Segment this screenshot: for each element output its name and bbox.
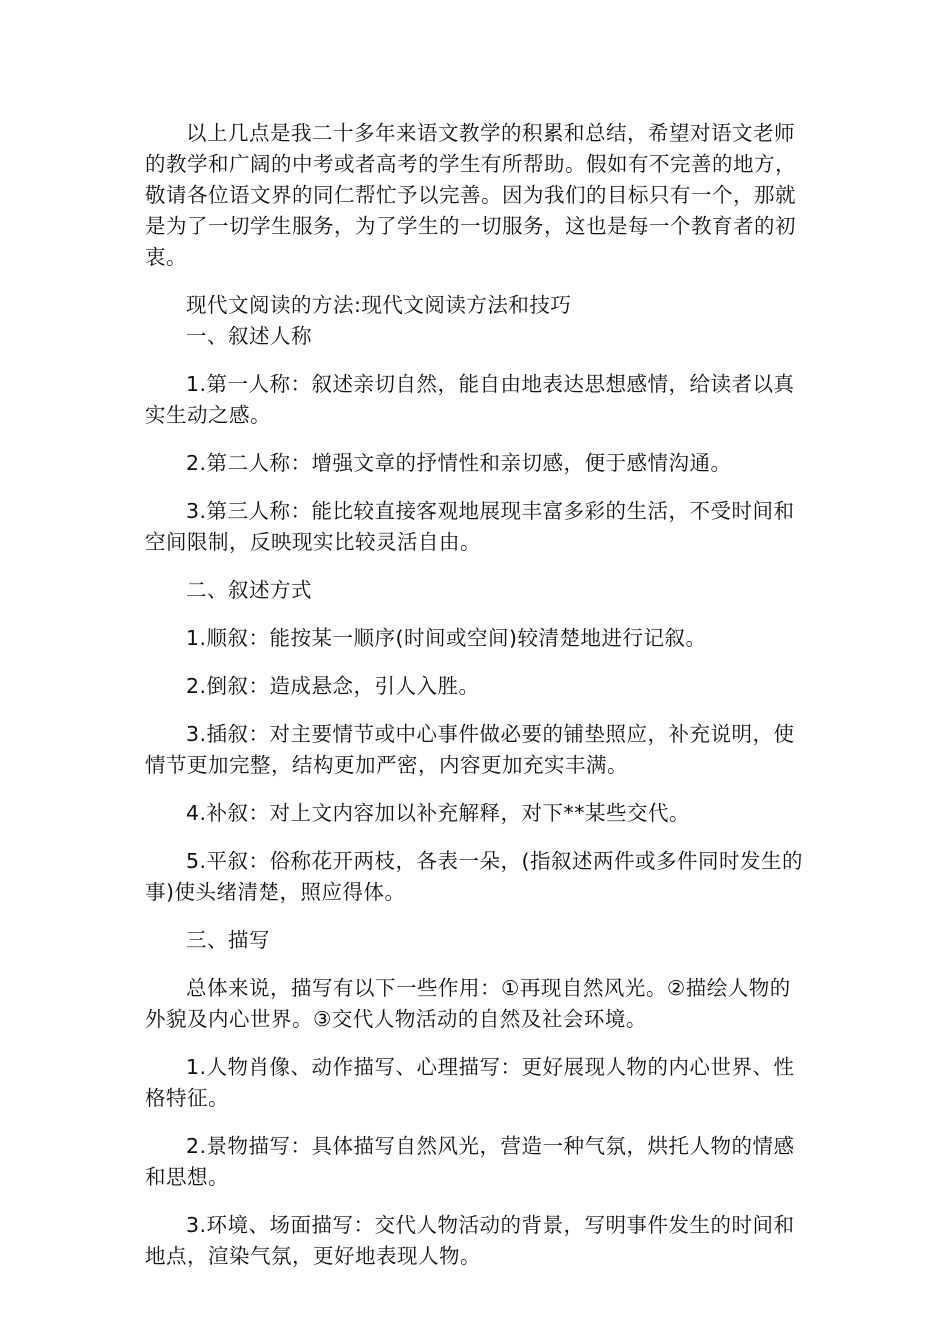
- list-item: 2.景物描写：具体描写自然风光，营造一种气氛，烘托人物的情感和思想。: [145, 1134, 795, 1189]
- section-heading-description: 三、描写: [186, 928, 270, 952]
- document-page: [145, 118, 810, 1272]
- description-overview-paragraph: 总体来说，描写有以下一些作用：①再现自然风光。②描绘人物的外貌及内心世界。③交代人物活动的自然及社会环境。: [145, 976, 791, 1031]
- section-heading-narrative-person: 一、叙述人称: [186, 324, 312, 348]
- section-heading-narrative-method: 二、叙述方式: [186, 578, 312, 602]
- list-item: 3.环境、场面描写：交代人物活动的背景，写明事件发生的时间和地点，渲染气氛，更好地表现人物。: [145, 1213, 795, 1268]
- list-item: 1.第一人称：叙述亲切自然，能自由地表达思想感情，给读者以真实生动之感。: [145, 372, 795, 427]
- list-item: 1.人物肖像、动作描写、心理描写：更好展现人物的内心世界、性格特征。: [145, 1055, 795, 1110]
- list-item: 1.顺叙：能按某一顺序(时间或空间)较清楚地进行记叙。: [186, 626, 707, 650]
- list-item: 2.倒叙：造成悬念，引人入胜。: [186, 674, 480, 698]
- list-item: 4.补叙：对上文内容加以补充解释，对下**某些交代。: [186, 801, 691, 825]
- list-item: 2.第二人称：增强文章的抒情性和亲切感，便于感情沟通。: [186, 451, 732, 475]
- closing-paragraph: 以上几点是我二十多年来语文教学的积累和总结，希望对语文老师的教学和广阔的中考或者高考的学生有所帮助。假如有不完善的地方，敬请各位语文界的同仁帮忙予以完善。因为我们的目标只有一个，那就是为了一切学生服务，为了学生的一切服务，这也是每一个教育者的初衷。: [145, 121, 796, 269]
- list-item: 3.插叙：对主要情节或中心事件做必要的铺垫照应，补充说明，使情节更加完整，结构更加严密，内容更加充实丰满。: [145, 722, 795, 777]
- article-title: 现代文阅读的方法:现代文阅读方法和技巧: [186, 293, 572, 317]
- list-item: 5.平叙：俗称花开两枝，各表一朵，(指叙述两件或多件同时发生的事)使头绪清楚，照应得体。: [145, 849, 804, 904]
- list-item: 3.第三人称：能比较直接客观地展现丰富多彩的生活，不受时间和空间限制，反映现实比较灵活自由。: [145, 499, 795, 554]
